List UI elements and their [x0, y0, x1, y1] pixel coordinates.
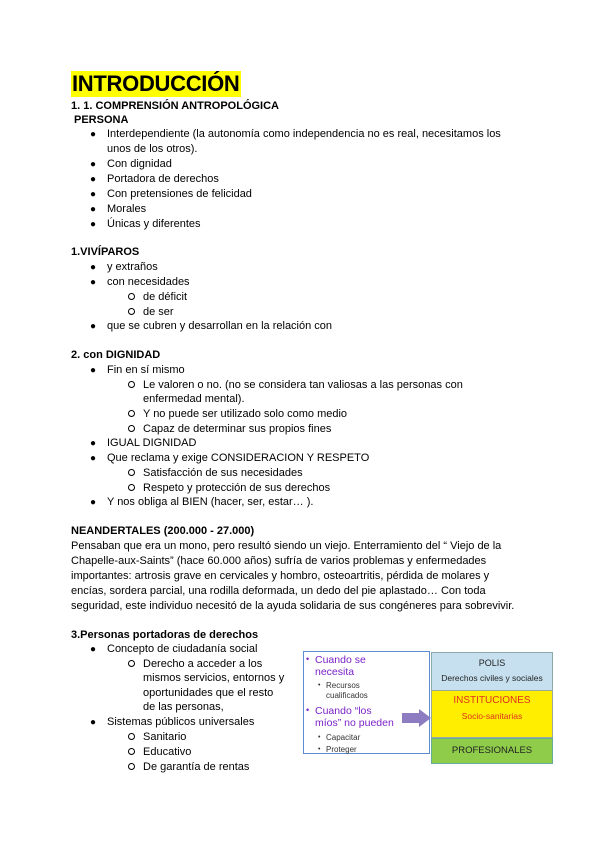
sublist-item-continued: mismos servicios, entornos y — [143, 672, 285, 684]
sublist-item: Respeto y protección de sus derechos — [143, 482, 331, 494]
profesionales-label: PROFESIONALES — [451, 745, 533, 756]
page-title: INTRODUCCIÓN — [72, 71, 240, 96]
sublist-item-continued: de las personas, — [143, 701, 224, 713]
circle-bullet-icon — [128, 425, 135, 432]
bullet-icon: ● — [90, 717, 97, 728]
bullet-icon: ● — [90, 159, 97, 170]
circle-bullet-icon — [128, 308, 135, 315]
diagram-text: necesita — [315, 666, 355, 678]
circle-bullet-icon — [128, 484, 135, 491]
arrow-head-icon — [419, 709, 431, 727]
list-item: Concepto de ciudadanía social — [107, 643, 258, 655]
list-item: Y nos obliga al BIEN (hacer, ser, estar… ). — [107, 496, 314, 508]
list-item-continued: unos de los otros). — [107, 143, 198, 155]
bullet-icon: ● — [90, 174, 97, 185]
list-item: Portadora de derechos — [107, 173, 219, 185]
diagram-subtext: Proteger — [326, 745, 357, 754]
diagram-text: míos” no pueden — [315, 717, 394, 729]
section-heading-dignidad: 2. con DIGNIDAD — [71, 349, 161, 361]
circle-bullet-icon — [128, 763, 135, 770]
list-item: Con pretensiones de felicidad — [107, 188, 252, 200]
bullet-icon: ● — [90, 189, 97, 200]
bullet-icon: ● — [90, 453, 97, 464]
circle-bullet-icon — [128, 469, 135, 476]
sublist-item: De garantía de rentas — [143, 761, 250, 773]
bullet-icon: ● — [90, 365, 97, 376]
bullet-icon: ● — [90, 277, 97, 288]
section-heading-comprension: 1. 1. COMPRENSIÓN ANTROPOLÓGICA — [71, 100, 280, 112]
circle-bullet-icon — [128, 733, 135, 740]
circle-bullet-icon — [128, 293, 135, 300]
sublist-item: de ser — [143, 306, 174, 318]
polis-label: POLIS — [478, 658, 506, 668]
section-heading-derechos: 3.Personas portadoras de derechos — [71, 629, 259, 641]
bullet-icon: ● — [90, 321, 97, 332]
list-item: Fin en sí mismo — [107, 364, 185, 376]
instituciones-label: INSTITUCIONES — [453, 695, 531, 706]
list-item: y extraños — [107, 261, 158, 273]
circle-bullet-icon — [128, 660, 135, 667]
diagram-subtext: Recursos — [326, 681, 360, 690]
sublist-item: Capaz de determinar sus propios fines — [143, 423, 332, 435]
diagram-subbullet-icon: • — [318, 682, 321, 689]
diagram-bullet-icon: • — [306, 705, 310, 715]
bullet-icon: ● — [90, 497, 97, 508]
list-item: IGUAL DIGNIDAD — [107, 437, 197, 449]
arrow-right-icon — [402, 713, 420, 723]
circle-bullet-icon — [128, 381, 135, 388]
diagram-instituciones-box — [431, 690, 553, 738]
diagram-profesionales-box — [431, 738, 553, 764]
list-item: Que reclama y exige CONSIDERACION Y RESPETO — [107, 452, 370, 464]
sublist-item: de déficit — [143, 291, 188, 303]
instituciones-sublabel: Socio-sanitarias — [461, 711, 523, 721]
diagram-text: Cuando se — [315, 654, 366, 666]
paragraph-line: seguridad, este individuo necesitó de la ayuda solidaria de sus congéneres para sobrevivir. — [71, 600, 515, 612]
list-item: Morales — [107, 203, 147, 215]
section-heading-neandertales: NEANDERTALES (200.000 - 27.000) — [71, 525, 255, 537]
sublist-item: Y no puede ser utilizado solo como medio — [143, 408, 348, 420]
sublist-item-continued: oportunidades que el resto — [143, 687, 274, 699]
bullet-icon: ● — [90, 438, 97, 449]
diagram-subbullet-icon: • — [318, 734, 321, 741]
subheading-persona: PERSONA — [74, 114, 129, 126]
bullet-icon: ● — [90, 204, 97, 215]
bullet-icon: ● — [90, 219, 97, 230]
diagram-polis-box — [431, 652, 553, 692]
circle-bullet-icon — [128, 410, 135, 417]
sublist-item: Educativo — [143, 746, 192, 758]
diagram-subtext: Capacitar — [326, 733, 361, 742]
bullet-icon: ● — [90, 262, 97, 273]
paragraph-line: encías, sordera parcial, una rodilla deformada, un dedo del pie aplastado… Con toda — [71, 585, 486, 597]
paragraph-line: Pensaban que era un mono, pero resultó siendo un viejo. Enterramiento del “ Viejo de la — [71, 540, 502, 552]
paragraph-line: Chapelle-aux-Saints” (hace 60.000 años) sufría de varios problemas y enfermedades — [71, 555, 487, 567]
bullet-icon: ● — [90, 129, 97, 140]
list-item: Con dignidad — [107, 158, 172, 170]
sublist-item: Sanitario — [143, 731, 187, 743]
sublist-item: Le valoren o no. (no se considera tan valiosas a las personas con — [143, 379, 463, 391]
polis-sublabel: Derechos civiles y sociales — [441, 673, 543, 683]
diagram-text: Cuando “los — [315, 705, 372, 717]
sublist-item: Satisfacción de sus necesidades — [143, 467, 303, 479]
sublist-item-continued: enfermedad mental). — [143, 393, 245, 405]
diagram-subbullet-icon: • — [318, 746, 321, 753]
paragraph-line: importantes: artrosis grave en cervicales y hombro, osteoartritis, pérdida de molares y — [71, 570, 490, 582]
sublist-item: Derecho a acceder a los — [143, 658, 263, 670]
list-item: Interdependiente (la autonomía como independencia no es real, necesitamos los — [107, 128, 501, 140]
list-item: Sistemas públicos universales — [107, 716, 255, 728]
list-item: Únicas y diferentes — [107, 218, 201, 230]
diagram-subtext: cualificados — [326, 691, 368, 700]
section-heading-viviparos: 1.VIVÍPAROS — [71, 246, 140, 258]
list-item: con necesidades — [107, 276, 190, 288]
circle-bullet-icon — [128, 748, 135, 755]
bullet-icon: ● — [90, 644, 97, 655]
diagram-bullet-icon: • — [306, 654, 310, 664]
list-item: que se cubren y desarrollan en la relación con — [107, 320, 333, 332]
